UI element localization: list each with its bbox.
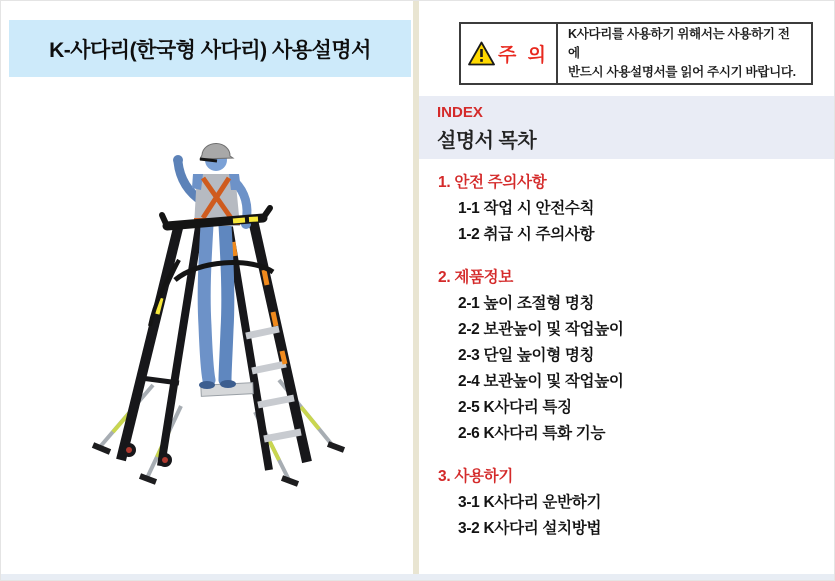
toc-item: 2-3 단일 높이형 명칭 (458, 347, 595, 364)
toc-item: 2-2 보관높이 및 작업높이 (458, 321, 624, 338)
warning-label: 주 의 (498, 45, 549, 66)
toc-item: 3-2 K사다리 설치방법 (458, 520, 602, 537)
warning-triangle-icon (468, 41, 495, 66)
toc-item: 2-6 K사다리 특화 기능 (458, 425, 606, 442)
warning-text-line1: K사다리를 사용하기 위해서는 사용하기 전에 (568, 27, 790, 61)
bottom-strip (1, 574, 834, 580)
toc-item: 2-1 높이 조절형 명칭 (458, 295, 595, 312)
page-title-banner (9, 20, 411, 77)
warning-box (459, 22, 813, 85)
toc-item: 3-1 K사다리 운반하기 (458, 494, 602, 511)
toc-section-usage (438, 467, 828, 538)
toc-section-title: 2. 제품정보 (438, 269, 514, 286)
toc-item: 2-5 K사다리 특징 (458, 399, 572, 416)
index-header (419, 96, 835, 159)
ladder-worker-illustration (83, 129, 349, 491)
toc-section-safety (438, 173, 828, 244)
column-divider (413, 1, 419, 576)
page-title: K-사다리(한국형 사다리) 사용설명서 (49, 38, 371, 62)
warning-text (558, 24, 811, 83)
index-kicker: INDEX (437, 104, 483, 121)
toc-section-title: 3. 사용하기 (438, 468, 514, 485)
warning-label-cell (461, 24, 558, 83)
toc-item: 1-1 작업 시 안전수칙 (458, 200, 595, 217)
index-title: 설명서 목차 (437, 130, 537, 152)
toc-section-product-info (438, 268, 828, 443)
toc-item: 1-2 취급 시 주의사항 (458, 226, 595, 243)
toc-section-title: 1. 안전 주의사항 (438, 174, 547, 191)
toc-item: 2-4 보관높이 및 작업높이 (458, 373, 624, 390)
ladder-step-section (229, 220, 307, 470)
warning-text-line2: 반드시 사용설명서를 읽어 주시기 바랍니다. (568, 64, 796, 79)
